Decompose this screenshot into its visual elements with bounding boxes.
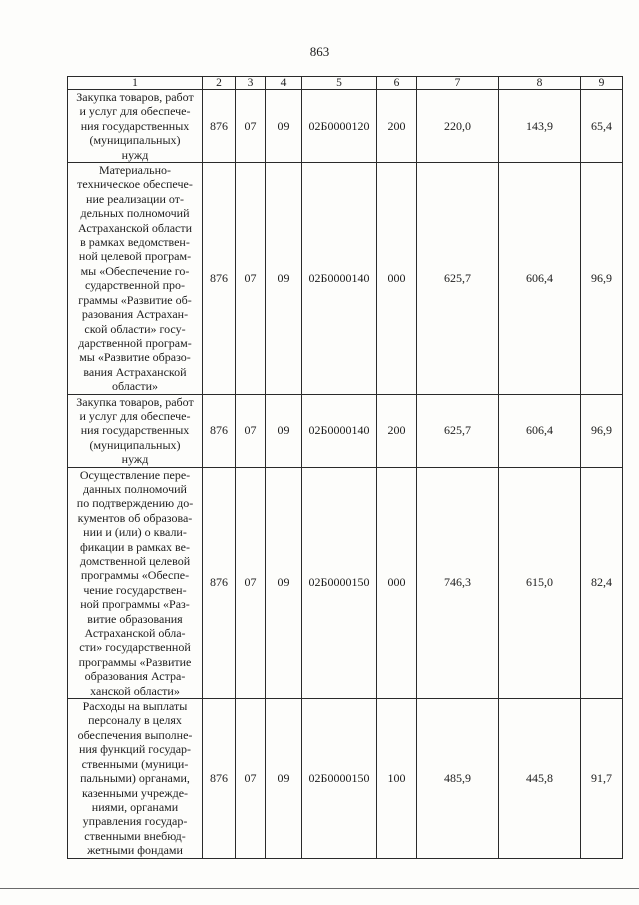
description-line: сти» государственной bbox=[79, 640, 191, 655]
description-line: и услуг для обеспече- bbox=[79, 408, 191, 423]
description-line: области» bbox=[111, 379, 159, 394]
description-line: персоналу в целях bbox=[88, 713, 182, 728]
bottom-rule bbox=[0, 888, 639, 889]
cell-section-code: 07 bbox=[236, 699, 266, 858]
description-line: нии и (или) о квали- bbox=[83, 525, 187, 540]
description-line: жетными фондами bbox=[87, 843, 183, 858]
column-header: 5 bbox=[302, 77, 377, 90]
column-header: 2 bbox=[203, 77, 236, 90]
description-line: ния функций государ- bbox=[78, 742, 192, 757]
description-line: нужд bbox=[121, 147, 149, 162]
cell-planned-amount: 625,7 bbox=[417, 394, 499, 467]
cell-percent-executed: 82,4 bbox=[581, 467, 623, 699]
cell-subsection-code: 09 bbox=[266, 467, 302, 699]
description-line: фикации в рамках ве- bbox=[80, 539, 190, 554]
cell-expense-type-code: 000 bbox=[377, 467, 417, 699]
cell-expense-type-code: 200 bbox=[377, 394, 417, 467]
cell-percent-executed: 65,4 bbox=[581, 90, 623, 163]
cell-percent-executed: 96,9 bbox=[581, 394, 623, 467]
cell-planned-amount: 220,0 bbox=[417, 90, 499, 163]
description-line: ния государственных bbox=[80, 423, 190, 438]
column-header: 7 bbox=[417, 77, 499, 90]
description-line: ханской области» bbox=[90, 683, 180, 698]
column-header: 6 bbox=[377, 77, 417, 90]
cell-chapter-code: 876 bbox=[203, 394, 236, 467]
description-line: в рамках ведомствен- bbox=[80, 235, 190, 250]
description-line: программы «Обеспе- bbox=[80, 568, 190, 583]
description-line: (муниципальных) bbox=[89, 133, 181, 148]
description-line: Материально- bbox=[99, 163, 171, 178]
budget-table bbox=[67, 76, 623, 859]
description-line: граммы «Развитие об- bbox=[78, 292, 192, 307]
column-header: 8 bbox=[499, 77, 581, 90]
cell-target-article-code: 02Б0000140 bbox=[302, 163, 377, 395]
description-line: ниями, органами bbox=[91, 799, 179, 814]
cell-planned-amount: 485,9 bbox=[417, 699, 499, 858]
description-line: ской области» госу- bbox=[84, 321, 186, 336]
cell-target-article-code: 02Б0000140 bbox=[302, 394, 377, 467]
description-line: дельных полномочий bbox=[80, 206, 190, 221]
description-line: нужд bbox=[121, 452, 149, 467]
description-line: домственной целевой bbox=[79, 554, 191, 568]
description-line: пальными) органами, bbox=[80, 771, 190, 786]
column-header: 1 bbox=[68, 77, 203, 90]
description-line: по подтверждению до- bbox=[76, 496, 194, 511]
cell-planned-amount: 746,3 bbox=[417, 467, 499, 699]
cell-executed-amount: 445,8 bbox=[499, 699, 581, 858]
description-line: Закупка товаров, работ bbox=[76, 90, 194, 104]
description-line: вания Астраханской bbox=[83, 364, 187, 379]
cell-subsection-code: 09 bbox=[266, 163, 302, 395]
column-header: 3 bbox=[236, 77, 266, 90]
column-header: 4 bbox=[266, 77, 302, 90]
description-line: дарственной програм- bbox=[78, 335, 192, 350]
cell-executed-amount: 606,4 bbox=[499, 163, 581, 395]
description-line: обеспечения выполне- bbox=[77, 727, 193, 742]
row-description bbox=[68, 467, 203, 699]
description-line: чение государствен- bbox=[83, 582, 187, 597]
description-line: ния государственных bbox=[80, 118, 190, 133]
cell-target-article-code: 02Б0000150 bbox=[302, 699, 377, 858]
cell-expense-type-code: 200 bbox=[377, 90, 417, 163]
cell-section-code: 07 bbox=[236, 90, 266, 163]
row-description bbox=[68, 163, 203, 395]
cell-chapter-code: 876 bbox=[203, 699, 236, 858]
cell-percent-executed: 91,7 bbox=[581, 699, 623, 858]
cell-chapter-code: 876 bbox=[203, 163, 236, 395]
description-line: мы «Развитие образо- bbox=[79, 350, 191, 365]
table-row bbox=[68, 467, 623, 699]
cell-target-article-code: 02Б0000150 bbox=[302, 467, 377, 699]
row-description bbox=[68, 699, 203, 858]
page-number: 863 bbox=[309, 44, 330, 59]
description-line: и услуг для обеспече- bbox=[79, 104, 191, 119]
description-line: витие образования bbox=[87, 611, 183, 626]
description-line: разования Астрахан- bbox=[81, 307, 189, 322]
cell-planned-amount: 625,7 bbox=[417, 163, 499, 395]
cell-executed-amount: 615,0 bbox=[499, 467, 581, 699]
table-row bbox=[68, 394, 623, 467]
description-line: Астраханской области bbox=[77, 220, 193, 235]
cell-section-code: 07 bbox=[236, 394, 266, 467]
description-line: (муниципальных) bbox=[89, 437, 181, 452]
table-row bbox=[68, 163, 623, 395]
cell-chapter-code: 876 bbox=[203, 467, 236, 699]
cell-subsection-code: 09 bbox=[266, 699, 302, 858]
row-description bbox=[68, 394, 203, 467]
description-line: ной целевой програм- bbox=[78, 249, 192, 264]
description-line: мы «Обеспечение го- bbox=[80, 263, 190, 278]
description-line: Закупка товаров, работ bbox=[76, 394, 194, 409]
description-line: сударственной про- bbox=[84, 278, 186, 293]
description-line: казенными учрежде- bbox=[81, 785, 189, 800]
cell-executed-amount: 606,4 bbox=[499, 394, 581, 467]
table-row bbox=[68, 90, 623, 163]
cell-percent-executed: 96,9 bbox=[581, 163, 623, 395]
cell-expense-type-code: 100 bbox=[377, 699, 417, 858]
cell-executed-amount: 143,9 bbox=[499, 90, 581, 163]
cell-section-code: 07 bbox=[236, 467, 266, 699]
column-header: 9 bbox=[581, 77, 623, 90]
table-row bbox=[68, 699, 623, 858]
description-line: ние реализации от- bbox=[86, 191, 184, 206]
description-line: образования Астра- bbox=[84, 669, 186, 684]
cell-chapter-code: 876 bbox=[203, 90, 236, 163]
description-line: техническое обеспече- bbox=[77, 177, 193, 192]
description-line: данных полномочий bbox=[83, 481, 187, 496]
description-line: ственными (муници- bbox=[81, 756, 189, 771]
table-body bbox=[68, 90, 623, 859]
cell-subsection-code: 09 bbox=[266, 90, 302, 163]
description-line: программы «Развитие bbox=[78, 654, 192, 669]
description-line: ственными внебюд- bbox=[84, 828, 186, 843]
cell-subsection-code: 09 bbox=[266, 394, 302, 467]
description-line: кументов об образова- bbox=[77, 510, 193, 525]
description-line: Осуществление пере- bbox=[79, 467, 191, 482]
header-row bbox=[68, 77, 623, 90]
description-line: ной программы «Раз- bbox=[80, 597, 190, 612]
description-line: управления государ- bbox=[82, 814, 188, 829]
table-header bbox=[68, 77, 623, 90]
description-line: Расходы на выплаты bbox=[82, 699, 188, 714]
cell-expense-type-code: 000 bbox=[377, 163, 417, 395]
cell-section-code: 07 bbox=[236, 163, 266, 395]
cell-target-article-code: 02Б0000120 bbox=[302, 90, 377, 163]
description-line: Астраханской обла- bbox=[84, 626, 186, 641]
row-description bbox=[68, 90, 203, 163]
